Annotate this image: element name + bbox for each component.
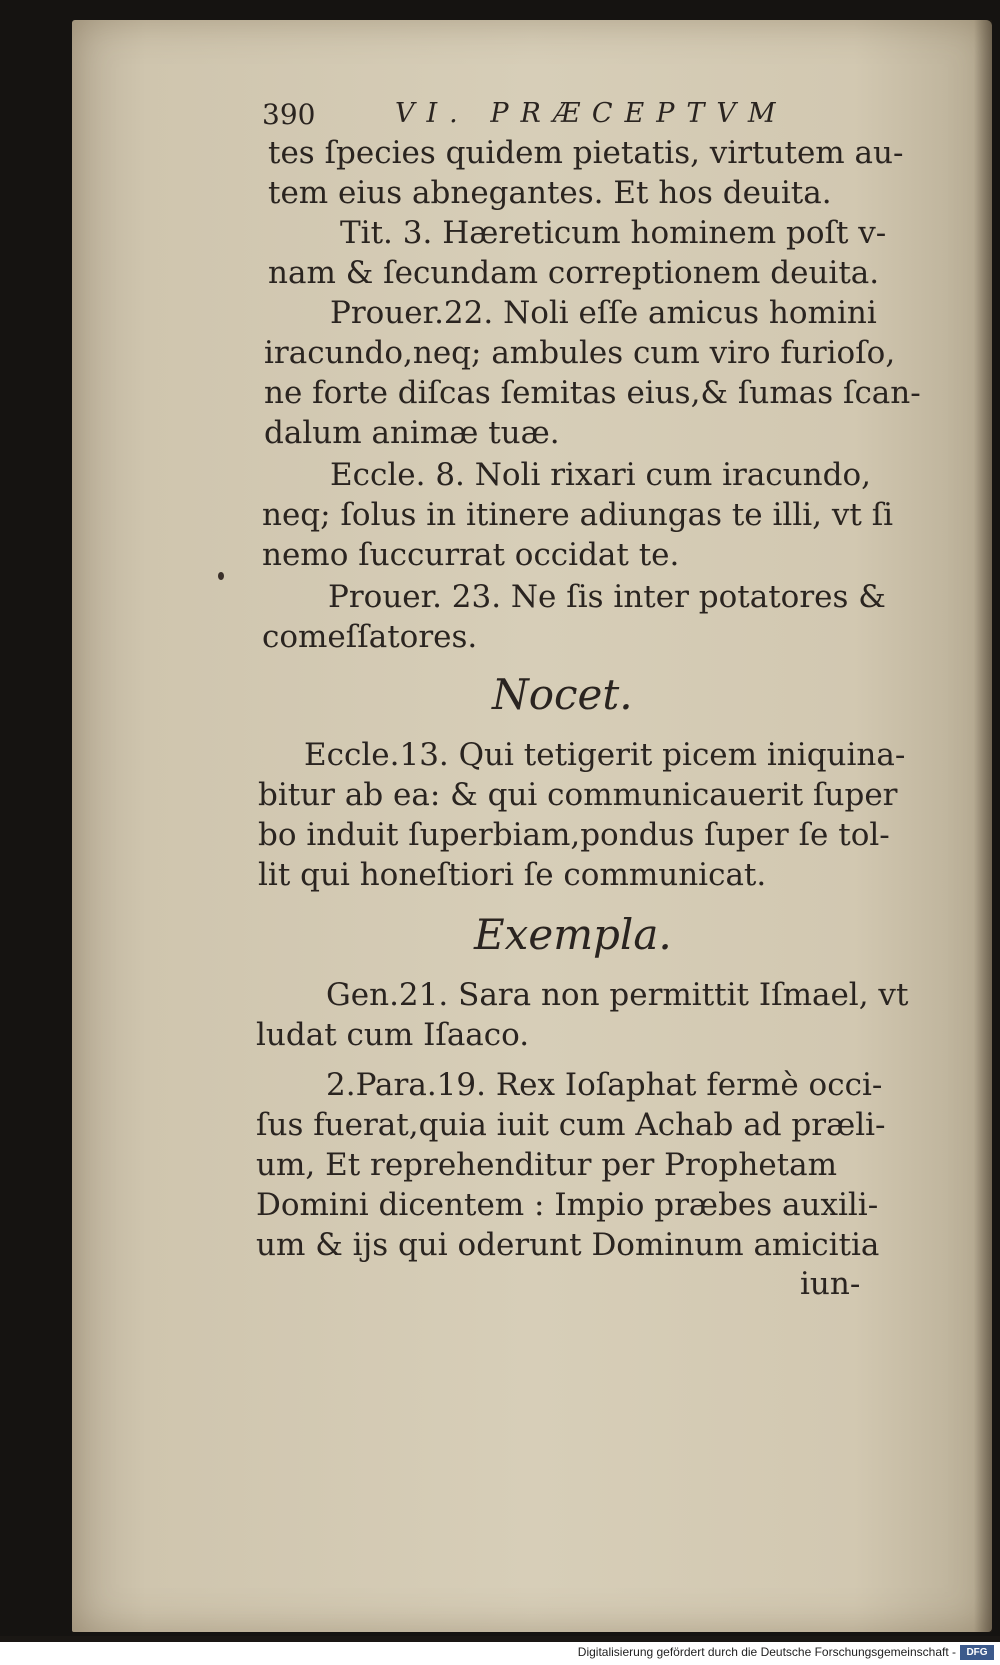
text-line: neq; ſolus in itinere adiungas te illi, vt ſi [262, 497, 894, 533]
text-line: bitur ab ea: & qui communicauerit ſuper [258, 777, 898, 813]
running-title: VI. PRÆCEPTVM [395, 98, 788, 129]
text-line: nam & ſecundam correptionem deuita. [268, 255, 880, 291]
text-line: comeſſatores. [262, 619, 478, 655]
section-heading-nocet: Nocet. [492, 670, 633, 719]
text-line: ludat cum Iſaaco. [256, 1017, 530, 1053]
ink-speck-icon [218, 572, 224, 580]
text-line: ne forte diſcas ſemitas eius,& ſumas ſcan- [264, 375, 921, 411]
page-number: 390 [262, 98, 316, 131]
text-line: um & ijs qui oderunt Dominum amicitia [256, 1227, 880, 1263]
text-line: Prouer. 23. Ne ſis inter potatores & [328, 579, 886, 615]
text-line: ſus fuerat,quia iuit cum Achab ad præli- [256, 1107, 886, 1143]
text-line: iracundo,neq; ambules cum viro furioſo, [264, 335, 896, 371]
text-line: nemo ſuccurrat occidat te. [262, 537, 680, 573]
text-line: 2.Para.19. Rex Ioſaphat fermè occi- [326, 1067, 883, 1103]
text-line: tem eius abnegantes. Et hos deuita. [268, 175, 832, 211]
catchword: iun- [800, 1266, 861, 1302]
text-line: lit qui honeſtiori ſe communicat. [258, 857, 767, 893]
text-line: Prouer.22. Noli eſſe amicus homini [330, 295, 877, 331]
text-line: Gen.21. Sara non permittit Iſmael, vt [326, 977, 909, 1013]
text-line: um, Et reprehenditur per Prophetam [256, 1147, 838, 1183]
footer-bar [0, 1642, 1000, 1665]
section-heading-exempla: Exempla. [474, 910, 672, 959]
text-line: bo induit ſuperbiam,pondus ſuper ſe tol- [258, 817, 890, 853]
dfg-logo: DFG [960, 1645, 994, 1660]
text-line: Eccle.13. Qui tetigerit picem iniquina- [304, 737, 906, 773]
text-line: Eccle. 8. Noli rixari cum iracundo, [330, 457, 871, 493]
text-line: dalum animæ tuæ. [264, 415, 560, 451]
text-line: Tit. 3. Hæreticum hominem poſt v- [340, 215, 887, 251]
text-line: Domini dicentem : Impio præbes auxili- [256, 1187, 879, 1223]
funding-credit: Digitalisierung gefördert durch die Deutsche Forschungsgemeinschaft - [577, 1645, 956, 1659]
text-line: tes ſpecies quidem pietatis, virtutem au- [268, 135, 904, 171]
